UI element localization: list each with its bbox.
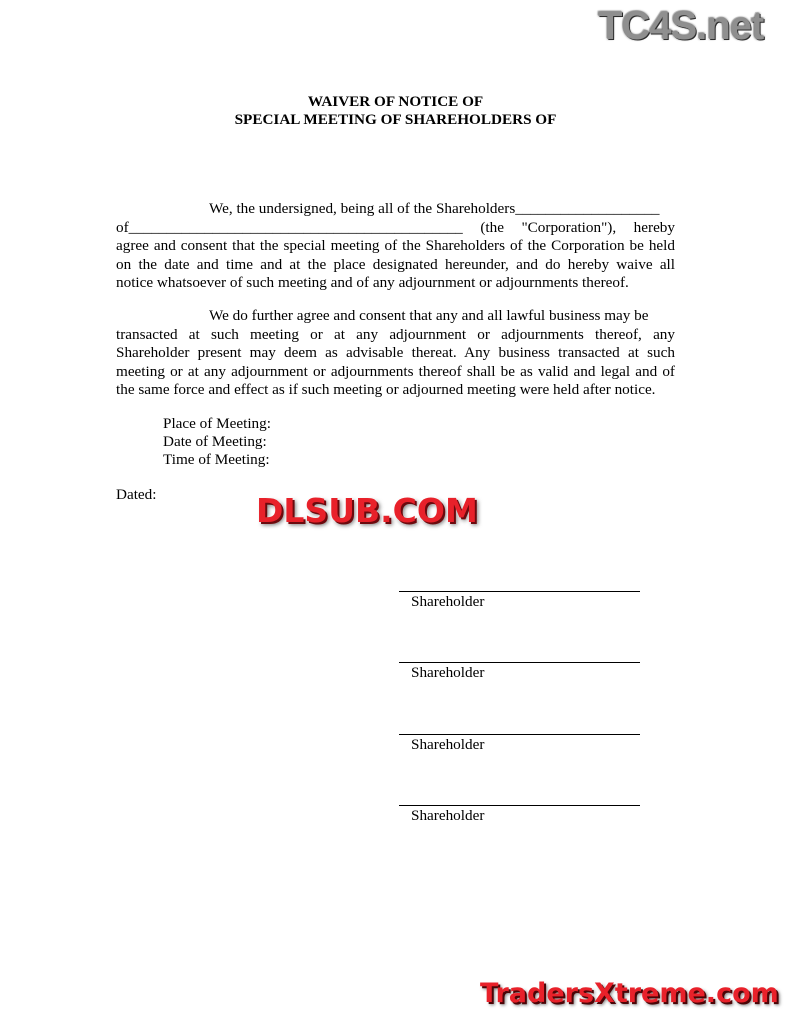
paragraph-waiver-intro [116,200,675,293]
corporation-definition: (the "Corporation"), hereby [480,218,675,236]
paragraph-1-line-3: agree and consent that the special meeting of the Shareholders of the Corporation be held [116,237,675,254]
document-title-line-1: WAIVER OF NOTICE OF [307,93,484,110]
corporation-blank: of____________________________________________ [116,218,463,236]
paragraph-2-line-4: meeting or at any adjournment or adjournments thereof shall be as valid and legal and of [116,362,675,380]
signature-line-2 [399,662,640,663]
time-of-meeting-label: Time of Meeting: [163,451,270,468]
shareholder-label-3: Shareholder [411,736,485,753]
paragraph-1-line-1: We, the undersigned, being all of the Shareholders___________________ [209,200,660,217]
paragraph-1-line-4: on the date and time and at the place designated hereunder, and do hereby waive all [116,255,675,273]
paragraph-2-line-1: We do further agree and consent that any and all lawful business may be [209,307,649,324]
document-title-line-2: SPECIAL MEETING OF SHAREHOLDERS OF [234,111,557,128]
tradersxtreme-watermark: TradersXtreme.com [480,978,779,1009]
signature-line-4 [399,805,640,806]
signature-line-3 [399,734,640,735]
shareholder-label-4: Shareholder [411,807,485,824]
place-of-meeting-label: Place of Meeting: [163,415,271,432]
paragraph-1-line-5: notice whatsoever of such meeting and of any adjournment or adjournments thereof. [116,274,629,291]
paragraph-1-line-2 [116,219,675,238]
paragraph-further-consent [116,307,675,400]
paragraph-2-line-5: the same force and effect as if such meeting or adjourned meeting were held after notice. [116,381,656,398]
tc4s-watermark: TC4S.net [598,4,764,48]
signature-line-1 [399,591,640,592]
shareholder-label-1: Shareholder [411,593,485,610]
dated-label: Dated: [116,486,157,503]
shareholder-label-2: Shareholder [411,664,485,681]
dlsub-watermark: DLSUB.COM [256,491,478,530]
date-of-meeting-label: Date of Meeting: [163,433,267,450]
paragraph-2-line-2: transacted at such meeting or at any adjournment or adjournments thereof, any [116,325,675,343]
paragraph-2-line-3: Shareholder present may deem as advisable thereat. Any business transacted at such [116,344,675,361]
